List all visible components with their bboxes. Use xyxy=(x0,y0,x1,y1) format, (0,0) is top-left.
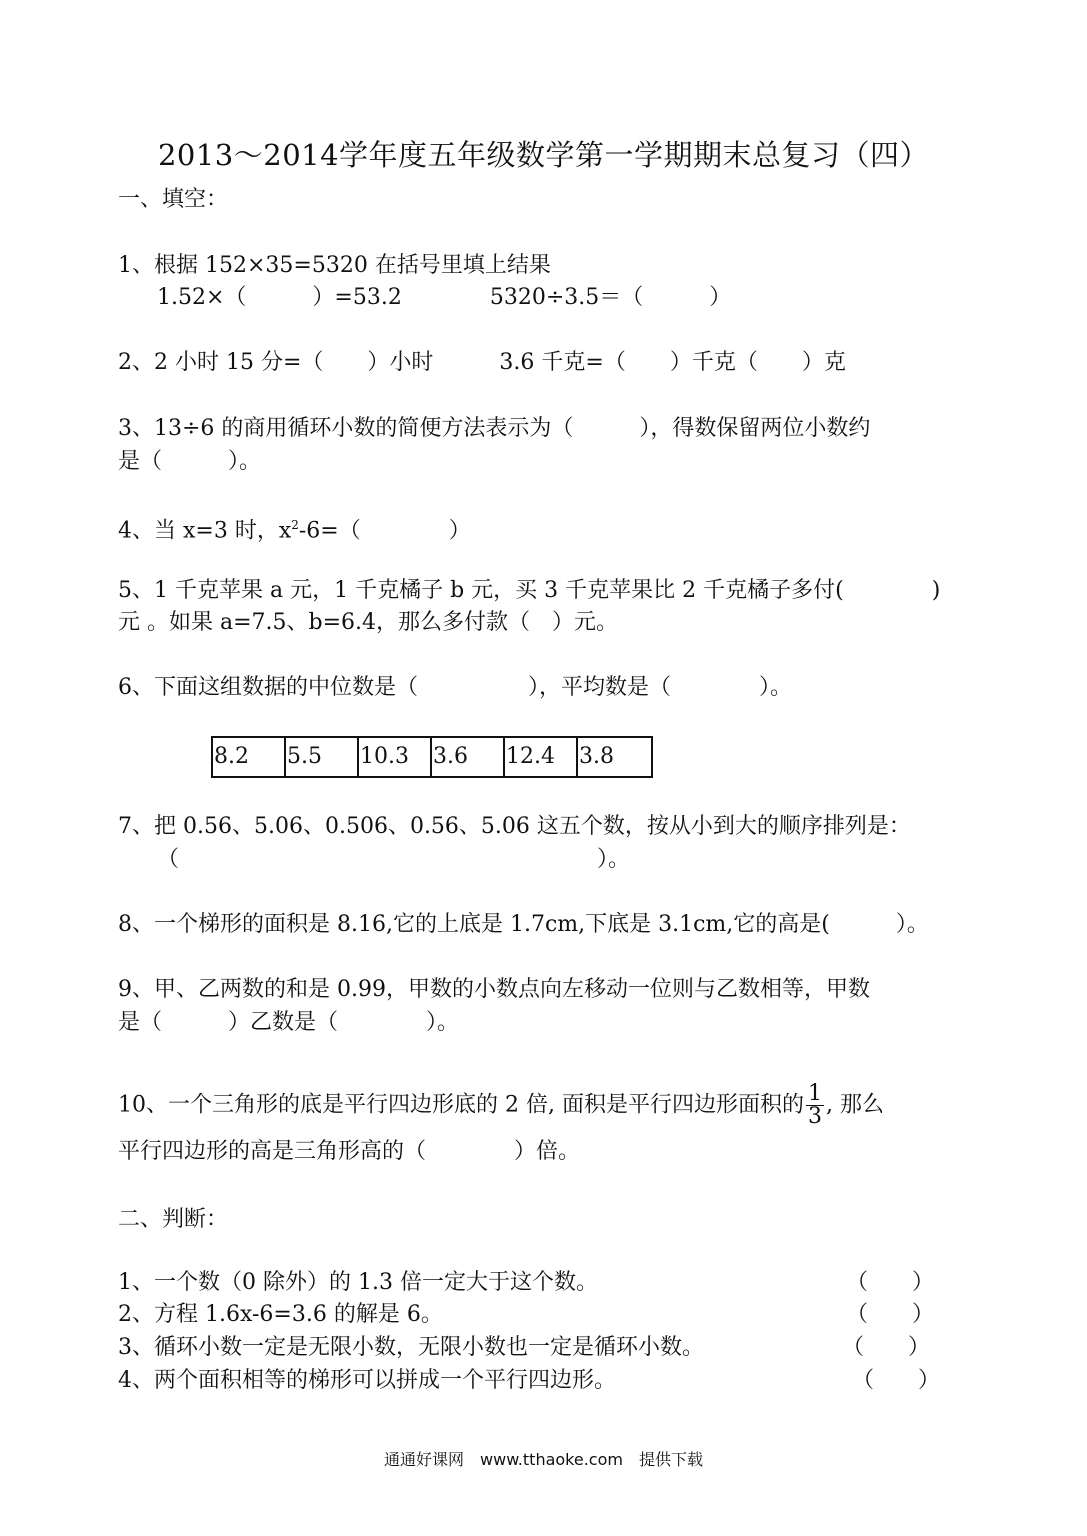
data-cell: 5.5 xyxy=(286,738,359,776)
question-10-prefix: 10、一个三角形的底是平行四边形底的 2 倍, 面积是平行四边形面积的 xyxy=(118,1092,804,1118)
question-4 xyxy=(118,510,471,546)
answer-bracket: （ ） xyxy=(842,1335,931,1360)
question-5-line-1: 5、1 千克苹果 a 元，1 千克橘子 b 元，买 3 千克苹果比 2 千克橘子多付( ) xyxy=(118,578,941,603)
data-cell: 12.4 xyxy=(505,738,578,776)
question-4-prefix: 4、当 x=3 时，x xyxy=(118,518,292,544)
question-6: 6、下面这组数据的中位数是（ ），平均数是（ ）。 xyxy=(118,675,792,700)
question-4-suffix: -6=（ ） xyxy=(298,518,471,544)
question-2: 2、2 小时 15 分=（ ）小时 3.6 千克=（ ）千克（ ）克 xyxy=(118,350,846,375)
question-10-line-2: 平行四边形的高是三角形高的（ ）倍。 xyxy=(118,1139,581,1164)
question-5-line-2: 元 。如果 a=7.5、b=6.4，那么多付款（ ）元。 xyxy=(118,610,619,635)
question-7-line-1: 7、把 0.56、5.06、0.506、0.56、5.06 这五个数，按从小到大的顺序排列是： xyxy=(118,814,911,839)
judge-item: 4、两个面积相等的梯形可以拼成一个平行四边形。 xyxy=(118,1368,616,1393)
judge-item: 2、方程 1.6x-6=3.6 的解是 6。 xyxy=(118,1302,443,1327)
data-cell: 3.6 xyxy=(432,738,505,776)
question-1-line-2: 1.52×（ ）=53.2 5320÷3.5＝（ ） xyxy=(157,285,732,310)
judge-item: 1、一个数（0 除外）的 1.3 倍一定大于这个数。 xyxy=(118,1270,598,1295)
fraction-numerator: 1 xyxy=(807,1081,822,1106)
question-7-line-2: （ ）。 xyxy=(157,847,631,872)
judge-item: 3、循环小数一定是无限小数，无限小数也一定是循环小数。 xyxy=(118,1335,704,1360)
question-8: 8、一个梯形的面积是 8.16,它的上底是 1.7cm,下底是 3.1cm,它的高是( ）。 xyxy=(118,912,929,937)
footer-credit: 通通好课网 www.tthaoke.com 提供下载 xyxy=(384,1450,703,1469)
question-3-line-2: 是（ ）。 xyxy=(118,449,262,474)
data-cell: 8.2 xyxy=(213,738,286,776)
answer-bracket: （ ） xyxy=(846,1270,935,1295)
exponent: 2 xyxy=(291,518,299,532)
question-3-line-1: 3、13÷6 的商用循环小数的简便方法表示为（ ），得数保留两位小数约 xyxy=(118,416,871,441)
data-cell: 10.3 xyxy=(359,738,432,776)
question-1-line-1: 1、根据 152×35=5320 在括号里填上结果 xyxy=(118,253,551,278)
section-heading-fill-blank: 一、填空： xyxy=(118,187,229,212)
data-table xyxy=(211,736,653,778)
question-10-suffix: , 那么 xyxy=(825,1092,884,1118)
fraction-denominator: 3 xyxy=(807,1104,822,1129)
fraction xyxy=(806,1083,824,1128)
answer-bracket: （ ） xyxy=(846,1302,935,1327)
question-9-line-2: 是（ ）乙数是（ ）。 xyxy=(118,1010,460,1035)
question-10-line-1 xyxy=(118,1083,884,1128)
section-heading-judge: 二、判断： xyxy=(118,1207,229,1232)
answer-bracket: （ ） xyxy=(852,1368,941,1393)
page-title: 2013～2014学年度五年级数学第一学期期末总复习（四） xyxy=(157,138,930,172)
data-cell: 3.8 xyxy=(579,744,614,769)
question-9-line-1: 9、甲、乙两数的和是 0.99，甲数的小数点向左移动一位则与乙数相等，甲数 xyxy=(118,977,870,1002)
